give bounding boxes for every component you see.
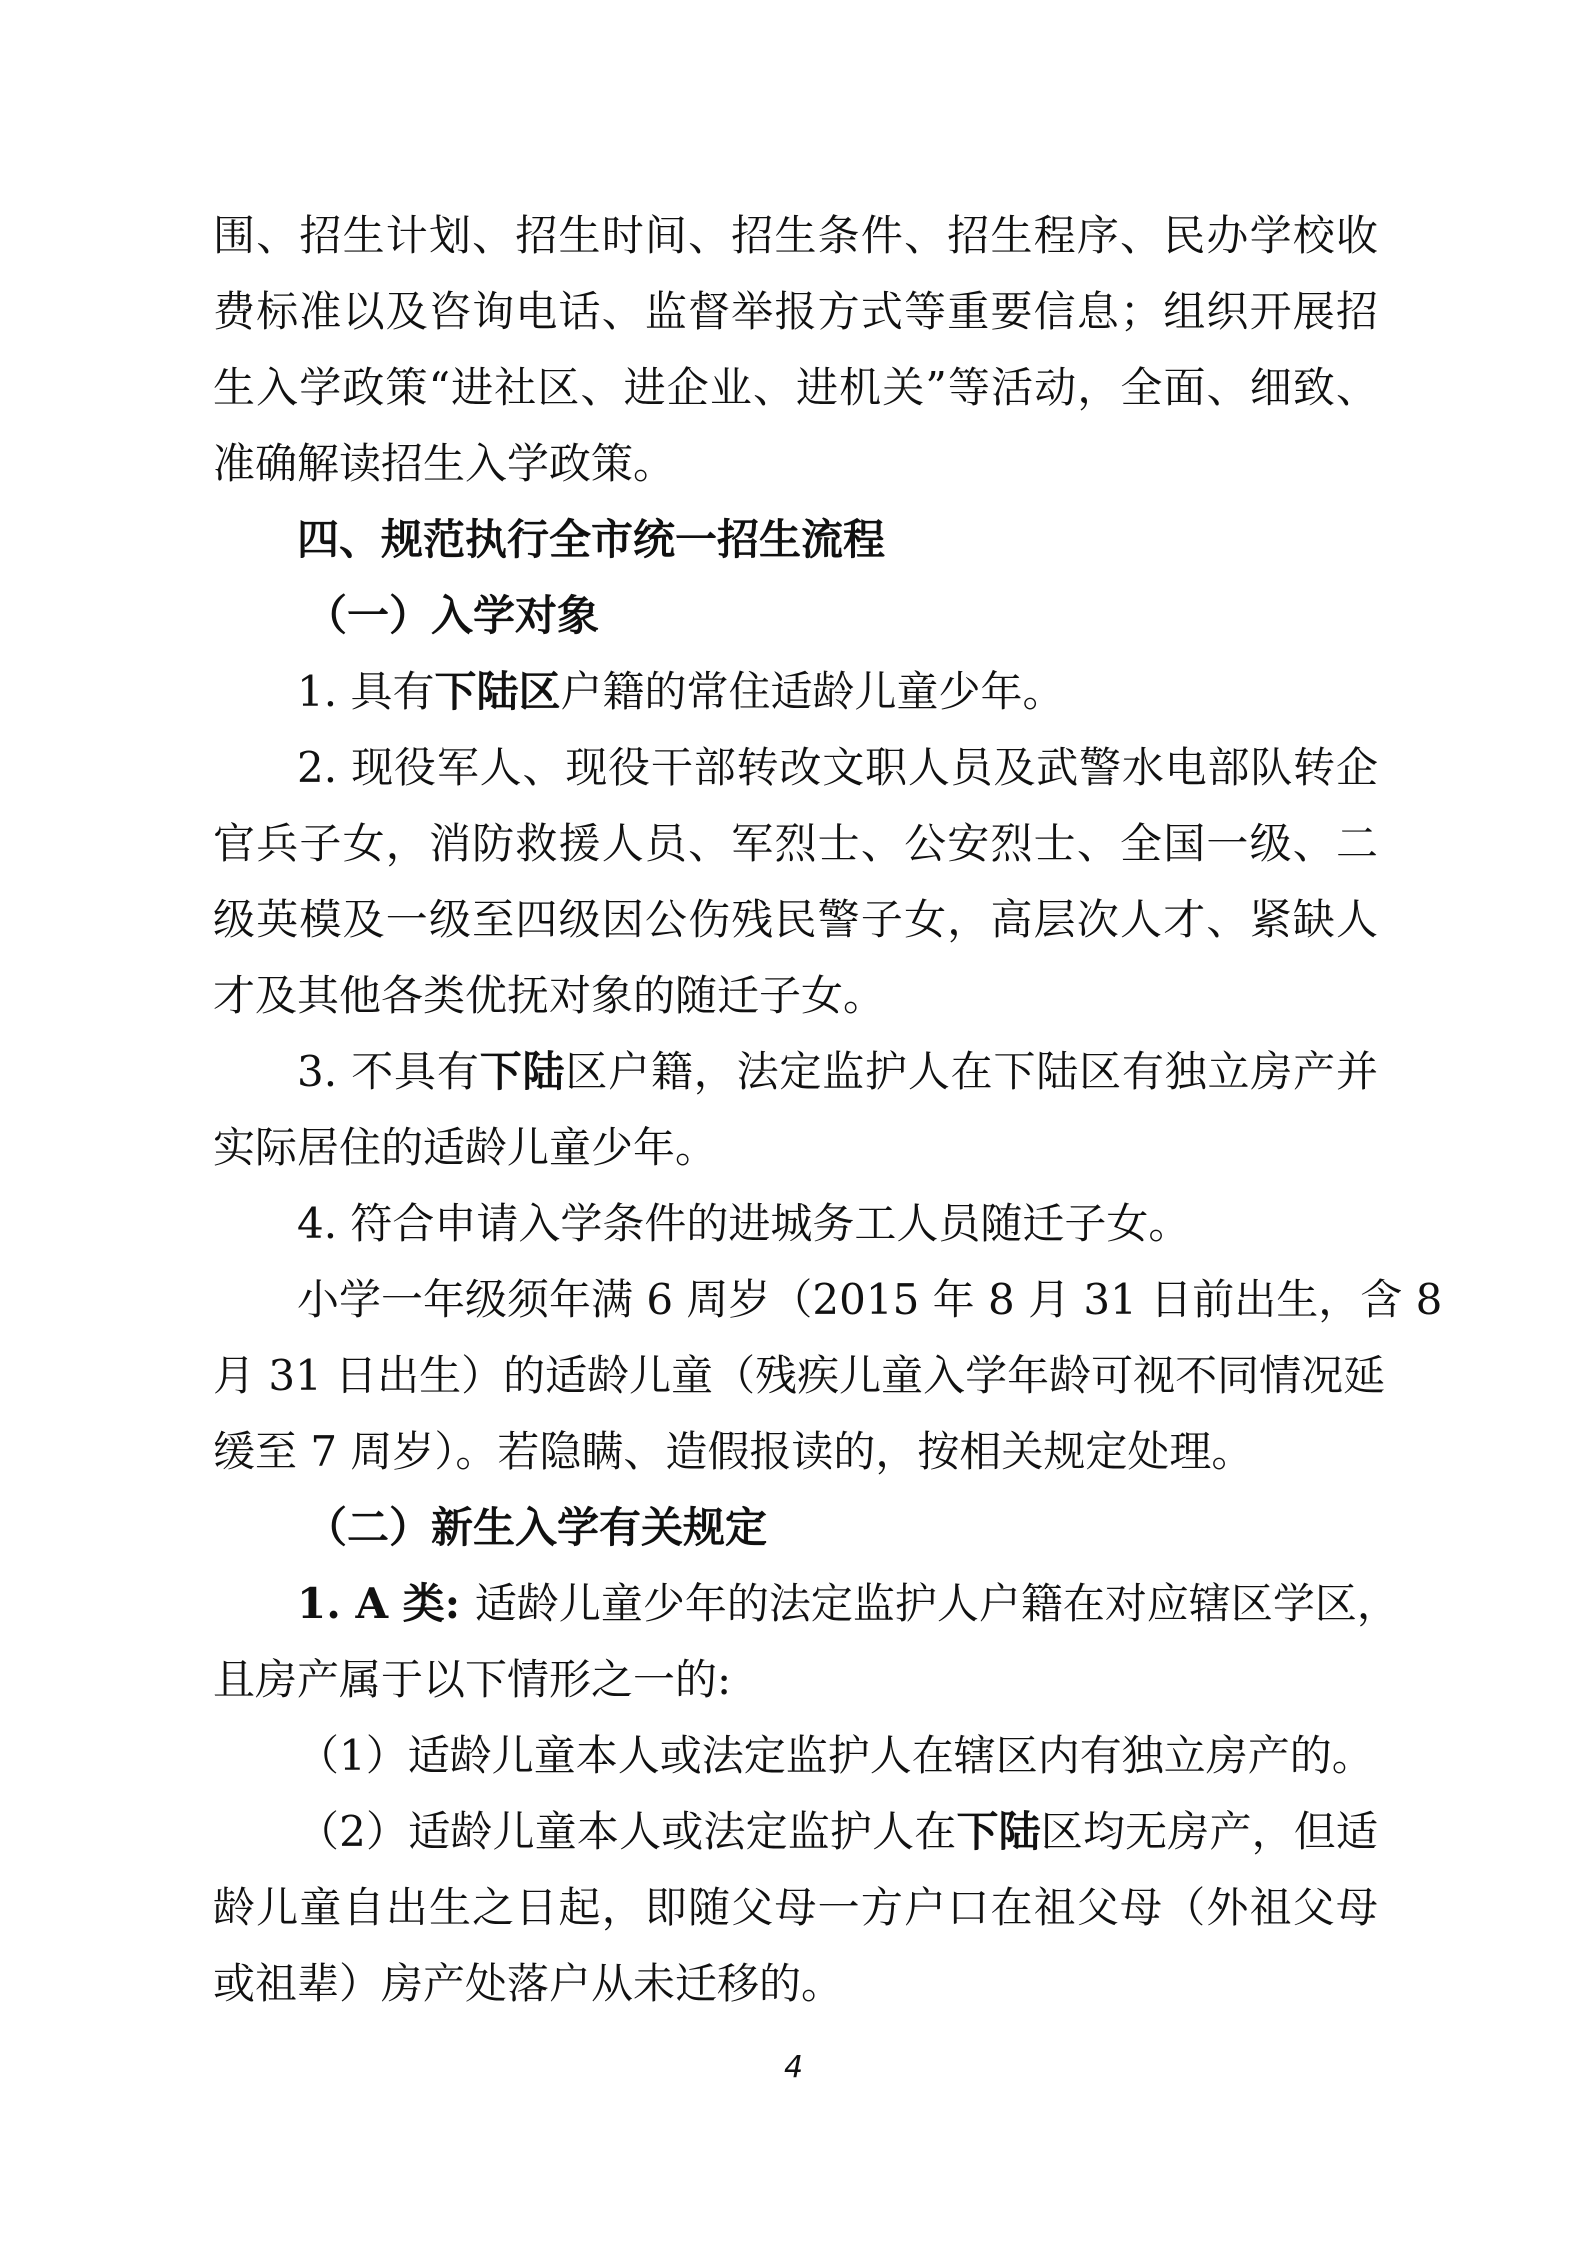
list-item-4: 4. 符合申请入学条件的进城务工人员随迁子女。 — [297, 1199, 1191, 1248]
case-2: （2）适龄儿童本人或法定监护人在下陆区均无房产，但适 — [297, 1807, 1378, 1856]
section-heading: 四、规范执行全市统一招生流程 — [297, 515, 886, 564]
emphasis: 下陆区 — [434, 667, 561, 716]
paragraph-line: 准确解读招生入学政策。 — [213, 439, 676, 488]
subsection-heading-2: （二）新生入学有关规定 — [305, 1503, 768, 1552]
document-body — [213, 198, 1443, 2022]
list-item-2-line: 官兵子女，消防救援人员、军烈士、公安烈士、全国一级、二 — [213, 819, 1378, 868]
case-2-line: 或祖辈）房产处落户从未迁移的。 — [213, 1959, 844, 2008]
class-a-rule-line: 且房产属于以下情形之一的: — [213, 1655, 732, 1704]
paragraph-line: 费标准以及咨询电话、监督举报方式等重要信息；组织开展招 — [213, 287, 1378, 336]
class-a-label: 1. A 类: — [297, 1579, 475, 1628]
case-2-line: 龄儿童自出生之日起，即随父母一方户口在祖父母（外祖父母 — [213, 1883, 1378, 1932]
paragraph-line: 围、招生计划、招生时间、招生条件、招生程序、民办学校收 — [213, 211, 1378, 260]
page-number: 4 — [783, 2050, 804, 2085]
subsection-heading-1: （一）入学对象 — [305, 591, 600, 640]
case-1: （1）适龄儿童本人或法定监护人在辖区内有独立房产的。 — [297, 1731, 1374, 1780]
class-a-rule: 1. A 类: 适龄儿童少年的法定监护人户籍在对应辖区学区， — [297, 1579, 1399, 1628]
list-item-3-line: 实际居住的适龄儿童少年。 — [213, 1123, 718, 1172]
emphasis: 下陆 — [479, 1047, 566, 1096]
age-rule-line: 小学一年级须年满 6 周岁（2015 年 8 月 31 日前出生，含 8 — [297, 1275, 1443, 1324]
age-rule-line: 缓至 7 周岁）。若隐瞒、造假报读的，按相关规定处理。 — [213, 1427, 1254, 1476]
list-item-2-line: 级英模及一级至四级因公伤残民警子女，高层次人才、紧缺人 — [213, 895, 1378, 944]
list-item-2-line: 才及其他各类优抚对象的随迁子女。 — [213, 971, 886, 1020]
paragraph-line: 生入学政策“进社区、进企业、进机关”等活动，全面、细致、 — [213, 363, 1378, 412]
list-item-1: 1. 具有下陆区户籍的常住适龄儿童少年。 — [297, 667, 1065, 716]
age-rule-line: 月 31 日出生）的适龄儿童（残疾儿童入学年龄可视不同情况延 — [213, 1351, 1386, 1400]
list-item-2-line: 2. 现役军人、现役干部转改文职人员及武警水电部队转企 — [297, 743, 1378, 792]
list-item-3: 3. 不具有下陆区户籍，法定监护人在下陆区有独立房产并 — [297, 1047, 1378, 1096]
emphasis: 下陆 — [956, 1807, 1041, 1856]
